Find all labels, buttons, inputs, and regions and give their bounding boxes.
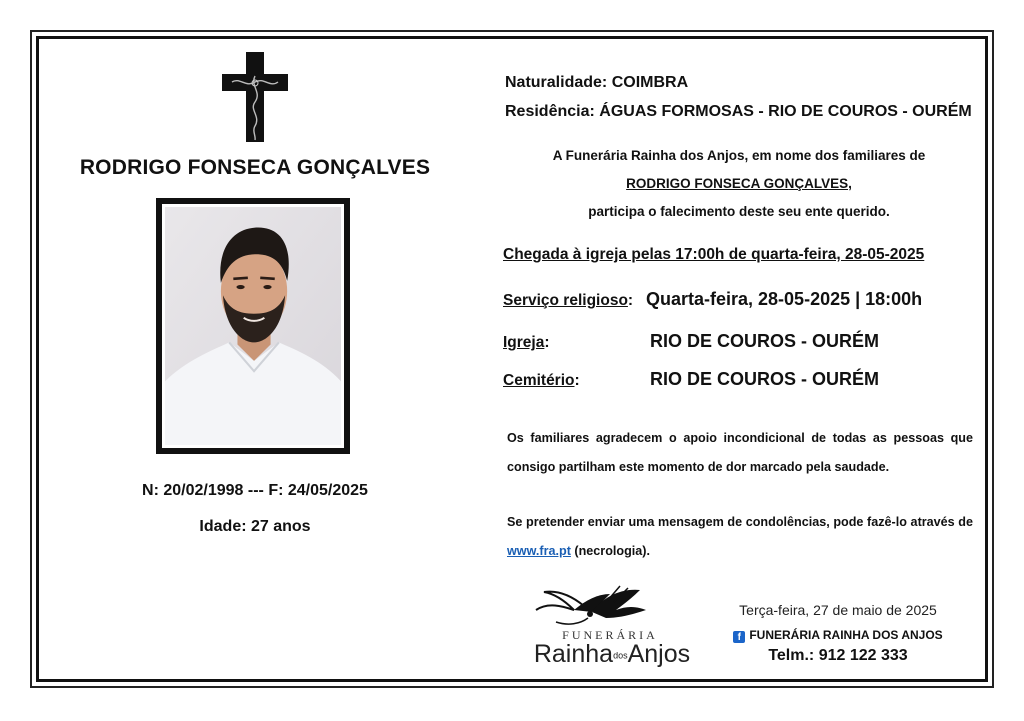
naturalidade: Naturalidade: COIMBRA [505,74,689,91]
cemetery-label-text: Cemitério [503,372,575,389]
cemetery-value: RIO DE COUROS - OURÉM [650,369,880,389]
condolences-prefix: Se pretender enviar uma mensagem de condolências, pode fazê-lo através de [507,515,973,529]
residencia: Residência: ÁGUAS FORMOSAS - RIO DE COUROS - OURÉM [505,103,972,120]
facebook-page[interactable] [718,628,958,643]
service-label-colon: : [627,292,634,309]
fra-website-link[interactable]: www.fra.pt [507,544,571,558]
cemetery-label [503,372,580,390]
facebook-icon: f [733,631,745,643]
service-label-text: Serviço religioso [503,292,628,309]
logo-rainha-word: Rainha [533,640,614,668]
logo-rainha-text [530,640,694,669]
portrait-image [165,207,341,445]
cemetery-label-colon: : [574,372,580,389]
condolences-message [507,508,973,566]
announcement-date: Terça-feira, 27 de maio de 2025 [739,602,937,618]
cross-icon [222,52,288,142]
church-label-text: Igreja [503,334,545,351]
swallow-logo-icon [528,580,658,630]
announcement-name-text: RODRIGO FONSECA GONÇALVES, [626,176,852,191]
announcement-line-1: A Funerária Rainha dos Anjos, em nome dos familiares de [552,148,926,163]
announcement-line-3: participa o falecimento deste seu ente querido. [588,204,890,219]
age: Idade: 27 anos [199,518,311,535]
birth-death-dates: N: 20/02/1998 --- F: 24/05/2025 [142,482,368,499]
church-value: RIO DE COUROS - OURÉM [650,331,880,351]
announcement-name [495,176,983,191]
church-label-colon: : [544,334,550,351]
church-arrival: Chegada à igreja pelas 17:00h de quarta-feira, 28-05-2025 [503,246,925,263]
logo-anjos-word: Anjos [627,640,691,668]
church-label [503,334,550,352]
deceased-photo [156,198,350,454]
condolences-suffix: (necrologia). [570,544,650,558]
phone-number: Telm.: 912 122 333 [768,647,908,664]
thanks-message: Os familiares agradecem o apoio incondicional de todas as pessoas que consigo partilham este momento de dor marcado pela saudade. [507,431,973,474]
facebook-page-name: FUNERÁRIA RAINHA DOS ANJOS [749,628,943,642]
logo-funeraria-text: FUNERÁRIA [562,628,658,642]
deceased-name: RODRIGO FONSECA GONÇALVES [79,156,431,179]
service-value: Quarta-feira, 28-05-2025 | 18:00h [646,289,923,309]
service-label [503,292,633,310]
logo-dos-word: dos [613,650,628,661]
